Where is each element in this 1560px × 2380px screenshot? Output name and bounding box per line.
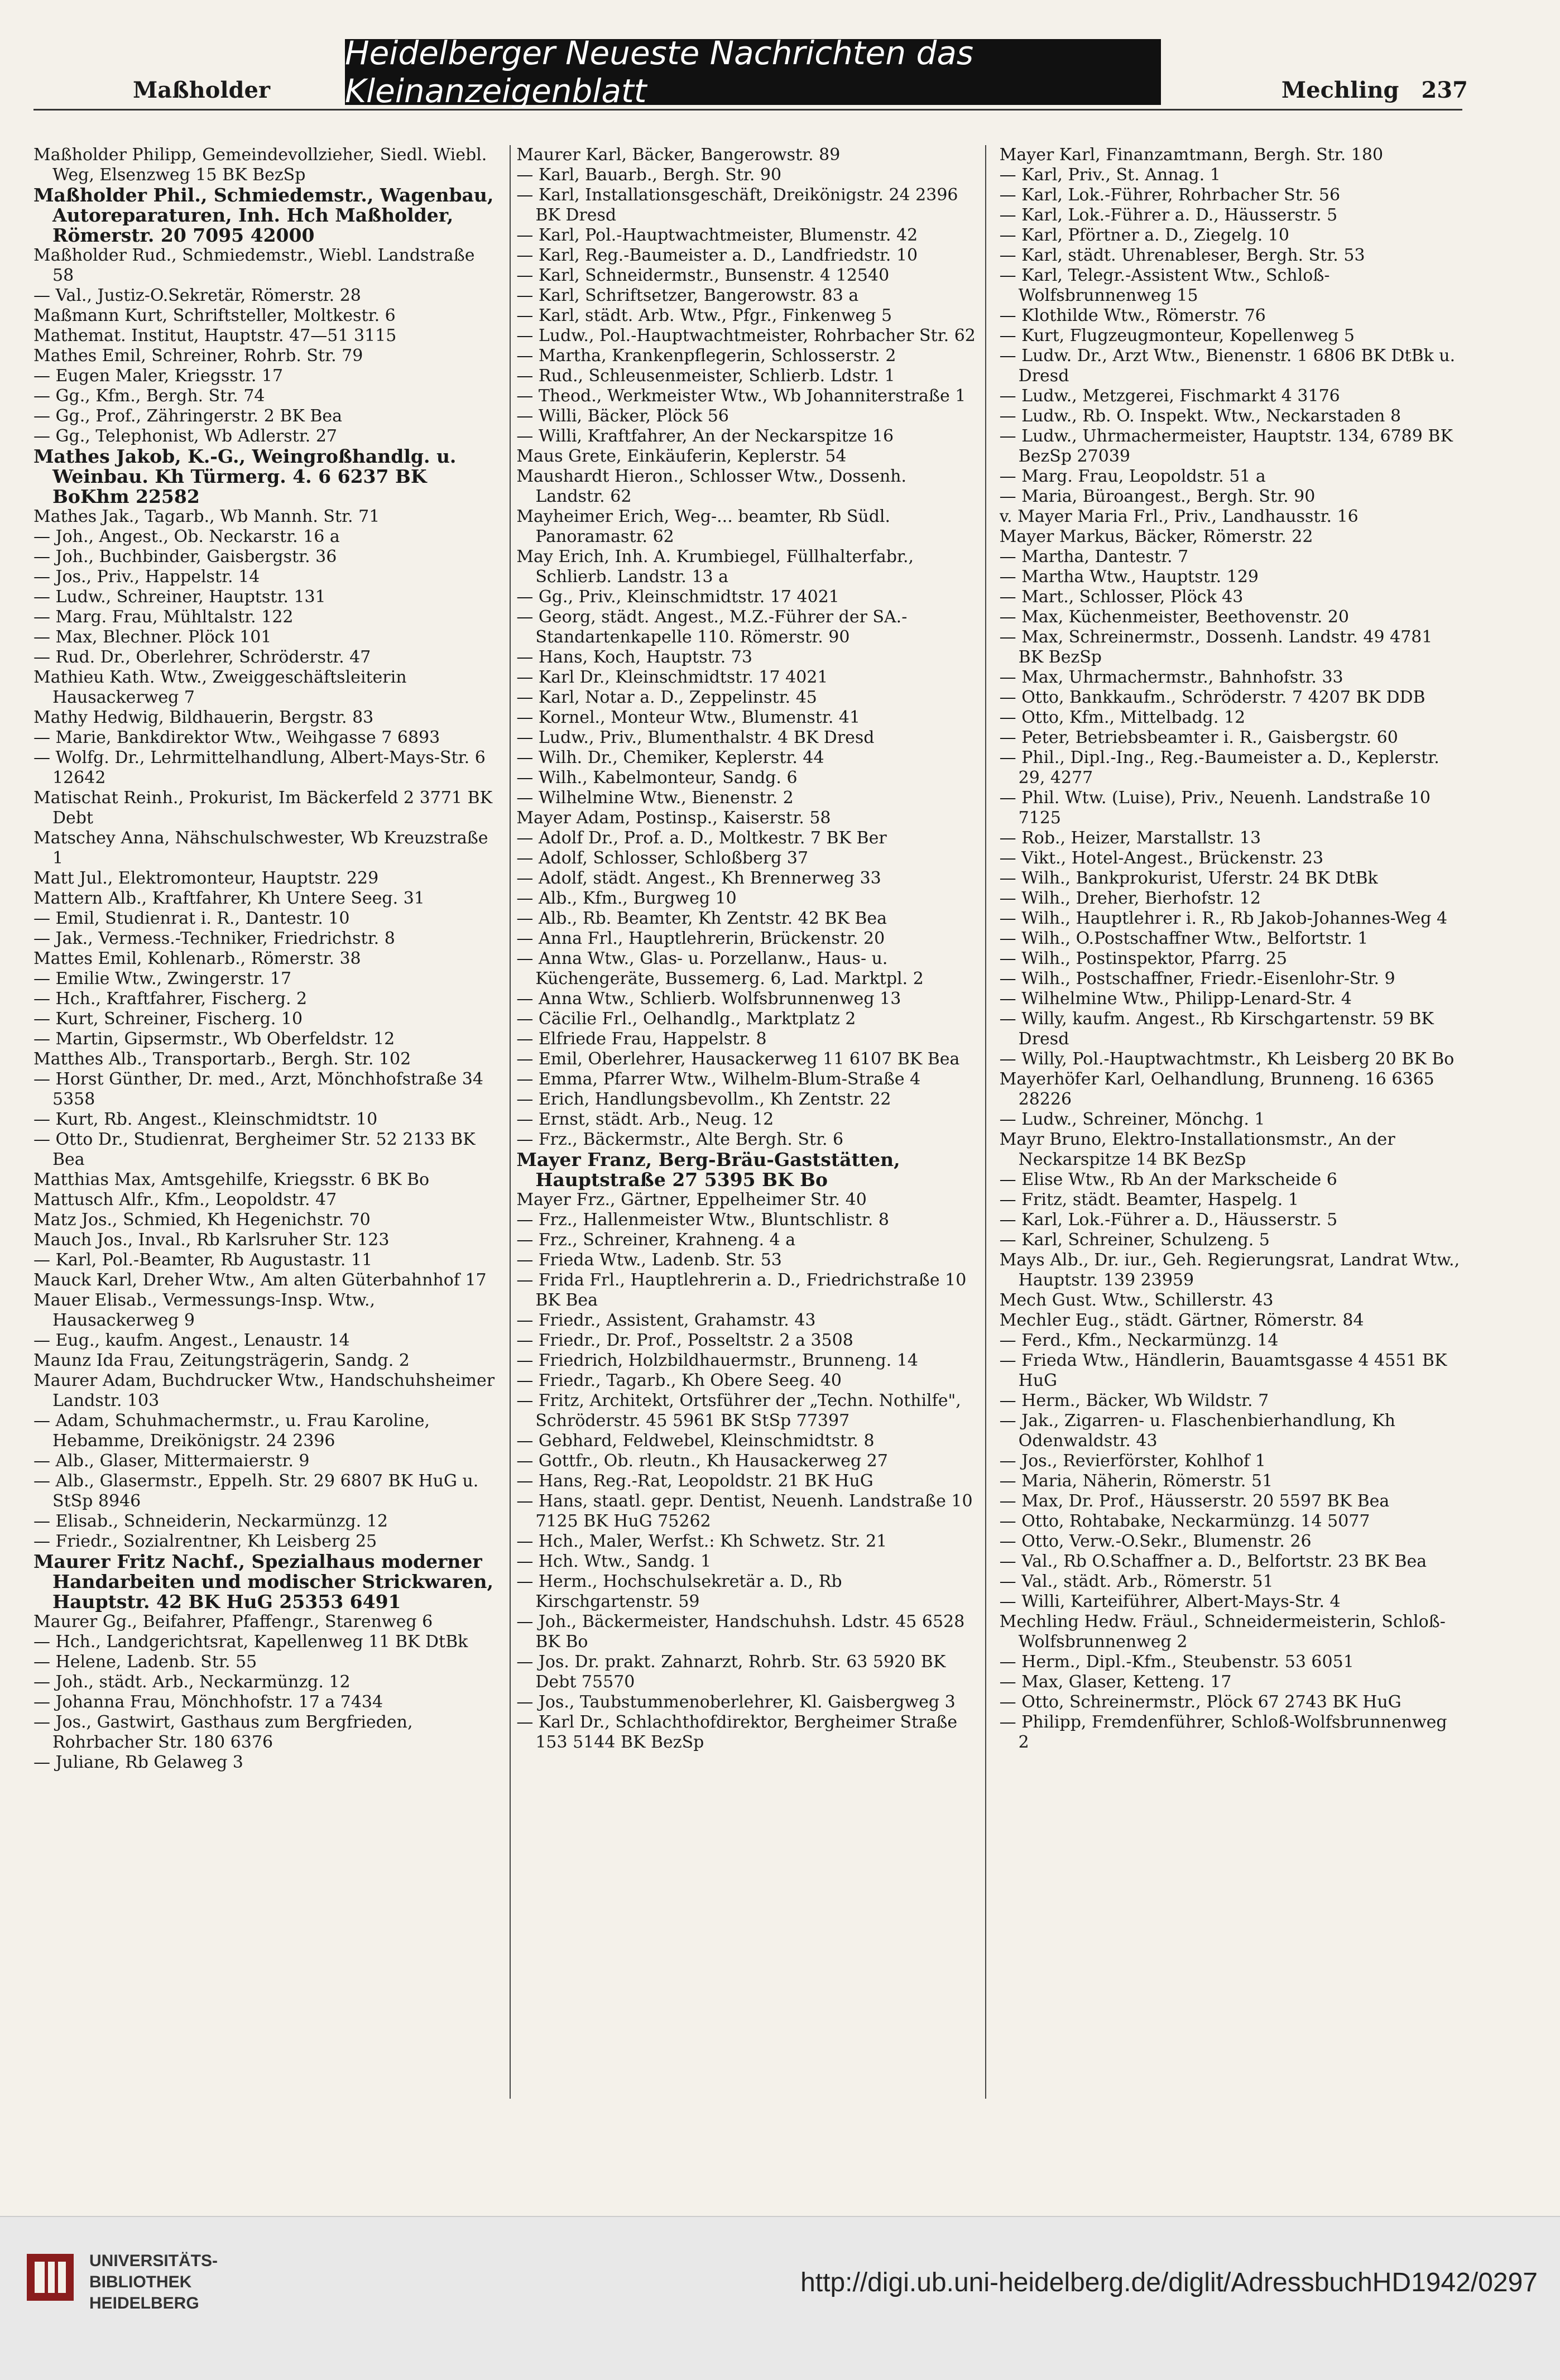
directory-entry: — Ludw., Pol.-Hauptwachtmeister, Rohrbacher Str. 62: [516, 326, 976, 346]
directory-entry: Mayer Karl, Finanzamtmann, Bergh. Str. 180: [999, 145, 1384, 165]
directory-entry: — Otto, Kfm., Mittelbadg. 12: [999, 708, 1246, 727]
directory-entry: — Kurt, Flugzeugmonteur, Kopellenweg 5: [999, 326, 1355, 346]
directory-entry: Mayer Franz, Berg-Bräu-Gaststätten, Hauptstraße 27 5395 BK Bo: [516, 1149, 900, 1191]
directory-entry: — Alb., Glasermstr., Eppelh. Str. 29 6807 BK HuG u. StSp 8946: [33, 1471, 479, 1511]
directory-entry: — Friedr., Sozialrentner, Kh Leisberg 25: [33, 1532, 377, 1551]
directory-entry: — Rud. Dr., Oberlehrer, Schröderstr. 47: [33, 647, 371, 667]
directory-entry: — Johanna Frau, Mönchhofstr. 17 a 7434: [33, 1692, 383, 1712]
directory-entry: — Elisab., Schneiderin, Neckarmünzg. 12: [33, 1512, 388, 1531]
directory-entry: — Maria, Näherin, Römerstr. 51: [999, 1471, 1273, 1491]
column-2: [510, 145, 986, 2099]
directory-entry: — Ludw., Schreiner, Mönchg. 1: [999, 1110, 1265, 1129]
permalink-url[interactable]: http://digi.ub.uni-heidelberg.de/diglit/AdressbuchHD1942/0297: [800, 2268, 1538, 2297]
column-1: [33, 145, 496, 2099]
directory-entry: — Emma, Pfarrer Wtw., Wilhelm-Blum-Straße 4: [516, 1069, 921, 1089]
directory-entry: — Wilh., Hauptlehrer i. R., Rb Jakob-Johannes-Weg 4: [999, 909, 1448, 928]
directory-entry: — Willy, kaufm. Angest., Rb Kirschgartenstr. 59 BK Dresd: [999, 1009, 1434, 1049]
directory-entry: Maunz Ida Frau, Zeitungsträgerin, Sandg. 2: [33, 1351, 410, 1370]
directory-entry: — Hans, staatl. gepr. Dentist, Neuenh. Landstraße 10 7125 BK HuG 75262: [516, 1491, 973, 1531]
directory-entry: — Ludw. Dr., Arzt Wtw., Bienenstr. 1 6806 BK DtBk u. Dresd: [999, 346, 1456, 386]
directory-entry: Mechler Eug., städt. Gärtner, Römerstr. 84: [999, 1311, 1364, 1330]
directory-entry: — Maria, Büroangest., Bergh. Str. 90: [999, 487, 1316, 506]
library-name-line: BIBLIOTHEK: [89, 2273, 192, 2291]
directory-entry: — Ernst, städt. Arb., Neug. 12: [516, 1110, 774, 1129]
directory-entry: — Willi, Bäcker, Plöck 56: [516, 406, 729, 426]
directory-entry: — Hans, Koch, Hauptstr. 73: [516, 647, 752, 667]
directory-entry: — Adolf Dr., Prof. a. D., Moltkestr. 7 BK Ber: [516, 828, 887, 848]
directory-entry: — Karl, Reg.-Baumeister a. D., Landfriedstr. 10: [516, 246, 918, 265]
directory-entry: Maßholder Phil., Schmiedemstr., Wagenbau, Autoreparaturen, Inh. Hch Maßholder, Römerstr. 20 7095 42000: [33, 184, 494, 246]
directory-entry: Maushardt Hieron., Schlosser Wtw., Dossenh. Landstr. 62: [516, 467, 907, 506]
directory-columns: [33, 145, 1462, 2099]
directory-entry: — Frieda Wtw., Ladenb. Str. 53: [516, 1250, 782, 1270]
directory-entry: — Ludw., Uhrmachermeister, Hauptstr. 134, 6789 BK BezSp 27039: [999, 426, 1453, 466]
directory-entry: — Friedr., Assistent, Grahamstr. 43: [516, 1311, 816, 1330]
directory-entry: — Ludw., Priv., Blumenthalstr. 4 BK Dresd: [516, 728, 875, 747]
newspaper-banner: Heidelberger Neueste Nachrichten das Kleinanzeigenblatt: [345, 39, 1161, 105]
directory-entry: — Jos., Priv., Happelstr. 14: [33, 567, 260, 587]
directory-entry: — Hch., Maler, Werfst.: Kh Schwetz. Str. 21: [516, 1532, 887, 1551]
directory-entry: — Adolf, städt. Angest., Kh Brennerweg 33: [516, 868, 881, 888]
directory-entry: — Karl, Schneidermstr., Bunsenstr. 4 12540: [516, 266, 890, 285]
directory-entry: — Fritz, Architekt, Ortsführer der „Techn. Nothilfe", Schröderstr. 45 5961 BK StSp 77397: [516, 1391, 961, 1431]
directory-entry: — Rob., Heizer, Marstallstr. 13: [999, 828, 1261, 848]
directory-entry: — Friedr., Tagarb., Kh Obere Seeg. 40: [516, 1371, 842, 1390]
directory-entry: — Phil., Dipl.-Ing., Reg.-Baumeister a. D., Keplerstr. 29, 4277: [999, 748, 1439, 788]
directory-entry: — Gg., Kfm., Bergh. Str. 74: [33, 386, 265, 406]
directory-entry: — Kurt, Schreiner, Fischerg. 10: [33, 1009, 303, 1029]
directory-entry: — Ludw., Rb. O. Inspekt. Wtw., Neckarstaden 8: [999, 406, 1401, 426]
directory-entry: — Wolfg. Dr., Lehrmittelhandlung, Albert-Mays-Str. 6 12642: [33, 748, 486, 788]
directory-entry: — Jos., Revierförster, Kohlhof 1: [999, 1451, 1266, 1471]
directory-entry: — Wilhelmine Wtw., Bienenstr. 2: [516, 788, 794, 808]
directory-entry: — Hch. Wtw., Sandg. 1: [516, 1552, 712, 1571]
directory-entry: — Peter, Betriebsbeamter i. R., Gaisbergstr. 60: [999, 728, 1398, 747]
directory-entry: Mauer Elisab., Vermessungs-Insp. Wtw., Hausackerweg 9: [33, 1290, 376, 1330]
directory-entry: — Willi, Kraftfahrer, An der Neckarspitze 16: [516, 426, 894, 446]
directory-entry: Maurer Karl, Bäcker, Bangerowstr. 89: [516, 145, 841, 165]
directory-entry: Matt Jul., Elektromonteur, Hauptstr. 229: [33, 868, 379, 888]
directory-entry: May Erich, Inh. A. Krumbiegel, Füllhalterfabr., Schlierb. Landstr. 13 a: [516, 547, 914, 587]
directory-entry: — Gottfr., Ob. rleutn., Kh Hausackerweg 27: [516, 1451, 888, 1471]
directory-entry: — Alb., Glaser, Mittermaierstr. 9: [33, 1451, 310, 1471]
directory-entry: — Otto, Rohtabake, Neckarmünzg. 14 5077: [999, 1512, 1370, 1531]
directory-entry: — Otto, Verw.-O.Sekr., Blumenstr. 26: [999, 1532, 1312, 1551]
directory-entry: — Hch., Kraftfahrer, Fischerg. 2: [33, 989, 308, 1009]
directory-entry: — Frz., Schreiner, Krahneng. 4 a: [516, 1230, 796, 1250]
directory-entry: — Kurt, Rb. Angest., Kleinschmidtstr. 10: [33, 1110, 378, 1129]
directory-entry: — Herm., Dipl.-Kfm., Steubenstr. 53 6051: [999, 1652, 1354, 1672]
directory-entry: — Anna Frl., Hauptlehrerin, Brückenstr. 20: [516, 929, 885, 948]
directory-entry: — Frz., Bäckermstr., Alte Bergh. Str. 6: [516, 1130, 844, 1149]
directory-entry: — Willi, Karteiführer, Albert-Mays-Str. 4: [999, 1592, 1341, 1611]
directory-entry: — Karl, Lok.-Führer, Rohrbacher Str. 56: [999, 185, 1341, 205]
directory-entry: — Alb., Rb. Beamter, Kh Zentstr. 42 BK Bea: [516, 909, 887, 928]
directory-entry: — Cäcilie Frl., Oelhandlg., Marktplatz 2: [516, 1009, 856, 1029]
directory-entry: Maßmann Kurt, Schriftsteller, Moltkestr. 6: [33, 306, 396, 325]
directory-entry: — Joh., Angest., Ob. Neckarstr. 16 a: [33, 527, 340, 546]
directory-entry: — Karl, Pol.-Beamter, Rb Augustastr. 11: [33, 1250, 373, 1270]
running-head-left: Maßholder: [133, 77, 271, 103]
viewer-footer: [0, 2216, 1560, 2380]
directory-entry: Matschey Anna, Nähschulschwester, Wb Kreuzstraße 1: [33, 828, 488, 868]
directory-entry: — Jak., Zigarren- u. Flaschenbierhandlung, Kh Odenwaldstr. 43: [999, 1411, 1396, 1451]
directory-entry: — Karl, Pol.-Hauptwachtmeister, Blumenstr. 42: [516, 225, 918, 245]
directory-entry: — Martin, Gipsermstr., Wb Oberfeldstr. 12: [33, 1029, 395, 1049]
directory-entry: Mathy Hedwig, Bildhauerin, Bergstr. 83: [33, 708, 374, 727]
directory-entry: — Ferd., Kfm., Neckarmünzg. 14: [999, 1331, 1279, 1350]
directory-entry: — Karl Dr., Schlachthofdirektor, Bergheimer Straße 153 5144 BK BezSp: [516, 1712, 958, 1752]
directory-entry: — Rud., Schleusenmeister, Schlierb. Ldstr. 1: [516, 366, 895, 386]
directory-entry: Mauck Karl, Dreher Wtw., Am alten Güterbahnhof 17: [33, 1270, 487, 1290]
directory-entry: Mechling Hedw. Fräul., Schneidermeisterin, Schloß-Wolfsbrunnenweg 2: [999, 1612, 1446, 1652]
directory-entry: — Emil, Oberlehrer, Hausackerweg 11 6107 BK Bea: [516, 1049, 960, 1069]
directory-entry: Mech Gust. Wtw., Schillerstr. 43: [999, 1290, 1274, 1310]
directory-entry: Mathes Jak., Tagarb., Wb Mannh. Str. 71: [33, 507, 380, 526]
directory-entry: — Ludw., Metzgerei, Fischmarkt 4 3176: [999, 386, 1340, 406]
directory-entry: — Herm., Bäcker, Wb Wildstr. 7: [999, 1391, 1269, 1410]
directory-entry: v. Mayer Maria Frl., Priv., Landhausstr. 16: [999, 507, 1359, 526]
directory-entry: — Val., Justiz-O.Sekretär, Römerstr. 28: [33, 286, 361, 305]
directory-entry: — Fritz, städt. Beamter, Haspelg. 1: [999, 1190, 1299, 1210]
directory-entry: — Wilh., Dreher, Bierhofstr. 12: [999, 889, 1261, 908]
directory-entry: — Wilh., Postinspektor, Pfarrg. 25: [999, 949, 1288, 968]
directory-entry: — Hans, Reg.-Rat, Leopoldstr. 21 BK HuG: [516, 1471, 873, 1491]
directory-entry: — Karl, Notar a. D., Zeppelinstr. 45: [516, 688, 817, 707]
directory-entry: Mattern Alb., Kraftfahrer, Kh Untere Seeg. 31: [33, 889, 425, 908]
directory-entry: — Wilh., O.Postschaffner Wtw., Belfortstr. 1: [999, 929, 1369, 948]
directory-entry: — Willy, Pol.-Hauptwachtmstr., Kh Leisberg 20 BK Bo: [999, 1049, 1455, 1069]
directory-entry: — Ludw., Schreiner, Hauptstr. 131: [33, 587, 326, 607]
directory-entry: Mathes Emil, Schreiner, Rohrb. Str. 79: [33, 346, 363, 366]
directory-entry: Matthes Alb., Transportarb., Bergh. Str. 102: [33, 1049, 411, 1069]
directory-entry: — Wilh., Kabelmonteur, Sandg. 6: [516, 768, 798, 788]
directory-entry: Mattusch Alfr., Kfm., Leopoldstr. 47: [33, 1190, 337, 1210]
directory-entry: — Val., städt. Arb., Römerstr. 51: [999, 1572, 1274, 1591]
directory-entry: Mays Alb., Dr. iur., Geh. Regierungsrat, Landrat Wtw., Hauptstr. 139 23959: [999, 1250, 1460, 1290]
directory-entry: Mayer Frz., Gärtner, Eppelheimer Str. 40: [516, 1190, 867, 1210]
directory-entry: — Marie, Bankdirektor Wtw., Weihgasse 7 6893: [33, 728, 440, 747]
directory-entry: — Vikt., Hotel-Angest., Brückenstr. 23: [999, 848, 1324, 868]
directory-entry: — Joh., Bäckermeister, Handschuhsh. Ldstr. 45 6528 BK Bo: [516, 1612, 965, 1652]
directory-entry: — Martha, Dantestr. 7: [999, 547, 1189, 567]
library-name-line: UNIVERSITÄTS-: [89, 2252, 218, 2270]
directory-entry: Maurer Adam, Buchdrucker Wtw., Handschuhsheimer Landstr. 103: [33, 1371, 495, 1410]
column-3: [1000, 145, 1462, 2099]
library-name: [89, 2251, 218, 2314]
directory-entry: — Helene, Ladenb. Str. 55: [33, 1652, 257, 1672]
directory-entry: — Otto, Bankkaufm., Schröderstr. 7 4207 BK DDB: [999, 688, 1425, 707]
directory-entry: — Adam, Schuhmachermstr., u. Frau Karoline, Hebamme, Dreikönigstr. 24 2396: [33, 1411, 430, 1451]
directory-entry: — Friedr., Dr. Prof., Posseltstr. 2 a 3508: [516, 1331, 853, 1350]
directory-entry: — Horst Günther, Dr. med., Arzt, Mönchhofstraße 34 5358: [33, 1069, 483, 1109]
directory-entry: — Max, Blechner. Plöck 101: [33, 627, 272, 647]
directory-entry: Maus Grete, Einkäuferin, Keplerstr. 54: [516, 447, 847, 466]
header-rule: [33, 109, 1462, 111]
directory-entry: Mayheimer Erich, Weg-... beamter, Rb Südl. Panoramastr. 62: [516, 507, 891, 546]
directory-entry: Mathes Jakob, K.-G., Weingroßhandlg. u. Weinbau. Kh Türmerg. 4. 6 6237 BK BoKhm 22582: [33, 445, 457, 507]
directory-entry: — Max, Dr. Prof., Häusserstr. 20 5597 BK Bea: [999, 1491, 1390, 1511]
directory-entry: — Anna Wtw., Schlierb. Wolfsbrunnenweg 13: [516, 989, 901, 1009]
directory-entry: — Theod., Werkmeister Wtw., Wb Johanniterstraße 1: [516, 386, 966, 406]
directory-entry: — Jos. Dr. prakt. Zahnarzt, Rohrb. Str. 63 5920 BK Debt 75570: [516, 1652, 946, 1692]
directory-entry: — Mart., Schlosser, Plöck 43: [999, 587, 1244, 607]
directory-entry: Matthias Max, Amtsgehilfe, Kriegsstr. 6 BK Bo: [33, 1170, 429, 1189]
directory-entry: — Karl, Schreiner, Schulzeng. 5: [999, 1230, 1270, 1250]
directory-entry: — Karl, Priv., St. Annag. 1: [999, 165, 1221, 185]
page-number: 237: [1421, 77, 1468, 103]
directory-entry: — Friedrich, Holzbildhauermstr., Brunneng. 14: [516, 1351, 918, 1370]
directory-entry: — Marg. Frau, Leopoldstr. 51 a: [999, 467, 1266, 486]
directory-entry: Maurer Fritz Nachf., Spezialhaus moderner Handarbeiten und modischer Strickwaren, Hauptstr. 42 BK HuG 25353 6491: [33, 1551, 493, 1613]
directory-entry: — Karl, städt. Uhrenableser, Bergh. Str. 53: [999, 246, 1365, 265]
directory-entry: — Max, Glaser, Ketteng. 17: [999, 1672, 1232, 1692]
directory-entry: — Karl, Lok.-Führer a. D., Häusserstr. 5: [999, 1210, 1338, 1230]
directory-entry: — Eug., kaufm. Angest., Lenaustr. 14: [33, 1331, 350, 1350]
directory-entry: Mathemat. Institut, Hauptstr. 47—51 3115: [33, 326, 397, 346]
directory-entry: — Kornel., Monteur Wtw., Blumenstr. 41: [516, 708, 861, 727]
library-logo-icon: [22, 2249, 78, 2305]
directory-entry: Mayerhöfer Karl, Oelhandlung, Brunneng. 16 6365 28226: [999, 1069, 1434, 1109]
directory-entry: Matz Jos., Schmied, Kh Hegenichstr. 70: [33, 1210, 371, 1230]
directory-entry: — Wilhelmine Wtw., Philipp-Lenard-Str. 4: [999, 989, 1352, 1009]
directory-entry: — Joh., städt. Arb., Neckarmünzg. 12: [33, 1672, 351, 1692]
directory-entry: — Emil, Studienrat i. R., Dantestr. 10: [33, 909, 350, 928]
running-head-right: [1281, 77, 1468, 103]
directory-entry: — Frida Frl., Hauptlehrerin a. D., Friedrichstraße 10 BK Bea: [516, 1270, 967, 1310]
directory-entry: Matischat Reinh., Prokurist, Im Bäckerfeld 2 3771 BK Debt: [33, 788, 492, 828]
directory-entry: — Wilh. Dr., Chemiker, Keplerstr. 44: [516, 748, 824, 767]
directory-entry: — Martha, Krankenpflegerin, Schlosserstr. 2: [516, 346, 896, 366]
directory-entry: — Joh., Buchbinder, Gaisbergstr. 36: [33, 547, 337, 567]
directory-entry: — Gebhard, Feldwebel, Kleinschmidtstr. 8: [516, 1431, 875, 1451]
directory-entry: — Gg., Prof., Zähringerstr. 2 BK Bea: [33, 406, 343, 426]
directory-entry: — Karl, Schriftsetzer, Bangerowstr. 83 a: [516, 286, 859, 305]
directory-entry: — Karl, Pförtner a. D., Ziegelg. 10: [999, 225, 1289, 245]
directory-entry: — Eugen Maler, Kriegsstr. 17: [33, 366, 284, 386]
directory-entry: Maßholder Philipp, Gemeindevollzieher, Siedl. Wiebl. Weg, Elsenzweg 15 BK BezSp: [33, 145, 487, 185]
directory-entry: — Marg. Frau, Mühltalstr. 122: [33, 607, 294, 627]
directory-entry: Mayer Markus, Bäcker, Römerstr. 22: [999, 527, 1313, 546]
directory-entry: — Karl, Installationsgeschäft, Dreikönigstr. 24 2396 BK Dresd: [516, 185, 958, 225]
directory-entry: — Otto, Schreinermstr., Plöck 67 2743 BK HuG: [999, 1692, 1401, 1712]
directory-entry: — Martha Wtw., Hauptstr. 129: [999, 567, 1259, 587]
directory-entry: — Gg., Priv., Kleinschmidtstr. 17 4021: [516, 587, 839, 607]
directory-entry: Mayr Bruno, Elektro-Installationsmstr., An der Neckarspitze 14 BK BezSp: [999, 1130, 1395, 1169]
directory-entry: — Alb., Kfm., Burgweg 10: [516, 889, 737, 908]
directory-entry: — Gg., Telephonist, Wb Adlerstr. 27: [33, 426, 337, 446]
directory-entry: — Otto Dr., Studienrat, Bergheimer Str. 52 2133 BK Bea: [33, 1130, 476, 1169]
directory-entry: — Karl Dr., Kleinschmidtstr. 17 4021: [516, 668, 828, 687]
directory-entry: — Elise Wtw., Rb An der Markscheide 6: [999, 1170, 1337, 1189]
directory-entry: — Erich, Handlungsbevollm., Kh Zentstr. 22: [516, 1090, 891, 1109]
directory-entry: — Juliane, Rb Gelaweg 3: [33, 1753, 243, 1772]
directory-entry: — Wilh., Bankprokurist, Uferstr. 24 BK DtBk: [999, 868, 1378, 888]
directory-entry: Mathieu Kath. Wtw., Zweiggeschäftsleiterin Hausackerweg 7: [33, 668, 407, 707]
directory-entry: — Frz., Hallenmeister Wtw., Bluntschlistr. 8: [516, 1210, 889, 1230]
directory-entry: — Jos., Taubstummenoberlehrer, Kl. Gaisbergweg 3: [516, 1692, 956, 1712]
running-head-name: Mechling: [1281, 77, 1399, 103]
directory-entry: Mauch Jos., Inval., Rb Karlsruher Str. 123: [33, 1230, 390, 1250]
directory-entry: — Klothilde Wtw., Römerstr. 76: [999, 306, 1266, 325]
directory-entry: — Elfriede Frau, Happelstr. 8: [516, 1029, 767, 1049]
directory-entry: — Val., Rb O.Schaffner a. D., Belfortstr. 23 BK Bea: [999, 1552, 1427, 1571]
directory-entry: Maurer Gg., Beifahrer, Pfaffengr., Starenweg 6: [33, 1612, 433, 1632]
directory-entry: — Karl, Bauarb., Bergh. Str. 90: [516, 165, 782, 185]
directory-entry: — Philipp, Fremdenführer, Schloß-Wolfsbrunnenweg 2: [999, 1712, 1447, 1752]
directory-entry: Mattes Emil, Kohlenarb., Römerstr. 38: [33, 949, 361, 968]
directory-entry: — Karl, Lok.-Führer a. D., Häusserstr. 5: [999, 205, 1338, 225]
directory-entry: — Jak., Vermess.-Techniker, Friedrichstr. 8: [33, 929, 395, 948]
directory-entry: — Wilh., Postschaffner, Friedr.-Eisenlohr-Str. 9: [999, 969, 1395, 989]
directory-entry: — Karl, städt. Arb. Wtw., Pfgr., Finkenweg 5: [516, 306, 892, 325]
directory-entry: — Herm., Hochschulsekretär a. D., Rb Kirschgartenstr. 59: [516, 1572, 842, 1611]
directory-entry: Mayer Adam, Postinsp., Kaiserstr. 58: [516, 808, 831, 828]
directory-entry: — Emilie Wtw., Zwingerstr. 17: [33, 969, 292, 989]
directory-entry: — Phil. Wtw. (Luise), Priv., Neuenh. Landstraße 10 7125: [999, 788, 1431, 828]
directory-entry: — Anna Wtw., Glas- u. Porzellanw., Haus- u. Küchengeräte, Bussemerg. 6, Lad. Marktpl. 2: [516, 949, 924, 989]
library-name-line: HEIDELBERG: [89, 2294, 199, 2312]
directory-entry: — Georg, städt. Angest., M.Z.-Führer der SA.-Standartenkapelle 110. Römerstr. 90: [516, 607, 908, 647]
directory-entry: — Max, Küchenmeister, Beethovenstr. 20: [999, 607, 1349, 627]
directory-entry: — Karl, Telegr.-Assistent Wtw., Schloß-Wolfsbrunnenweg 15: [999, 266, 1330, 305]
directory-entry: Maßholder Rud., Schmiedemstr., Wiebl. Landstraße 58: [33, 246, 475, 285]
directory-entry: — Max, Uhrmachermstr., Bahnhofstr. 33: [999, 668, 1343, 687]
directory-entry: — Frieda Wtw., Händlerin, Bauamtsgasse 4 4551 BK HuG: [999, 1351, 1447, 1390]
directory-entry: — Jos., Gastwirt, Gasthaus zum Bergfrieden, Rohrbacher Str. 180 6376: [33, 1712, 413, 1752]
directory-entry: — Hch., Landgerichtsrat, Kapellenweg 11 BK DtBk: [33, 1632, 468, 1652]
directory-entry: — Adolf, Schlosser, Schloßberg 37: [516, 848, 809, 868]
directory-entry: — Max, Schreinermstr., Dossenh. Landstr. 49 4781 BK BezSp: [999, 627, 1433, 667]
